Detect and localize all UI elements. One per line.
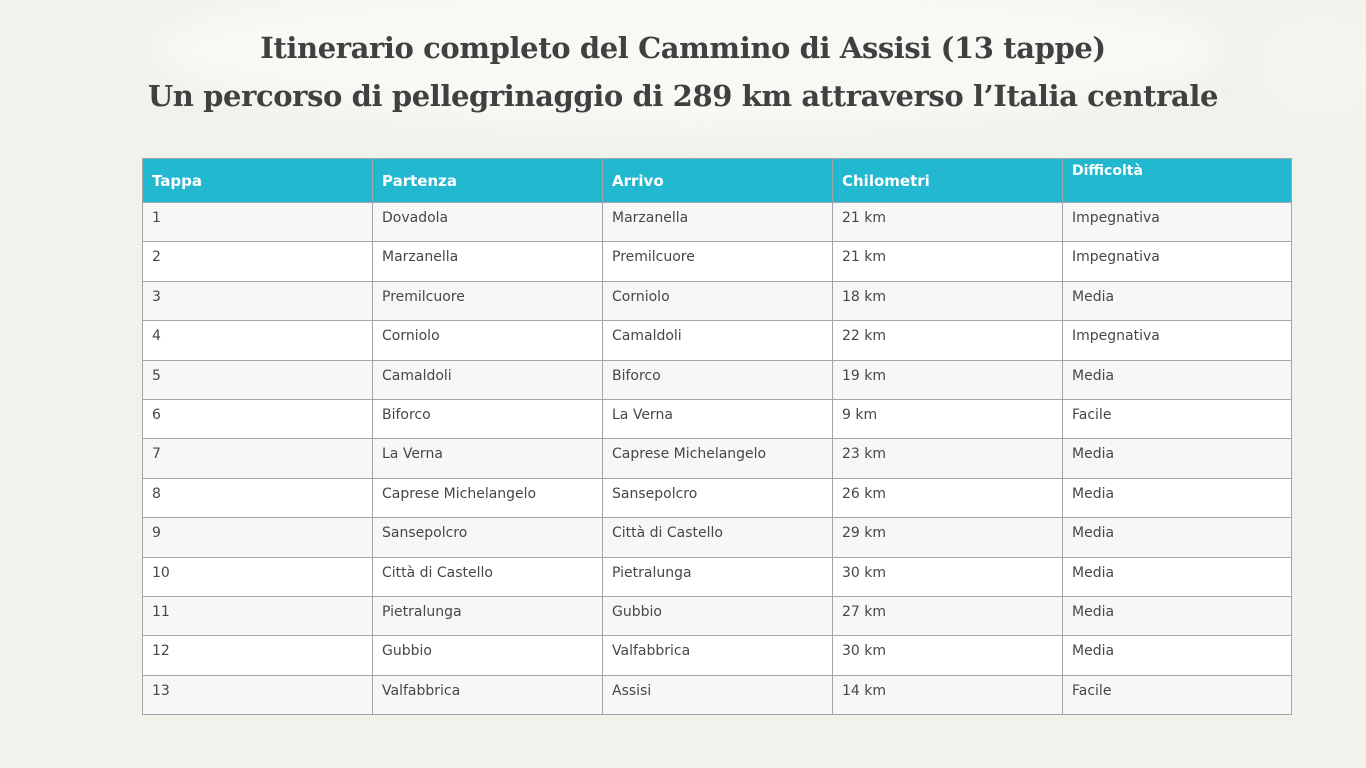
chilometri-cell: 26 km	[833, 478, 1063, 517]
tappa-cell: 5	[143, 360, 373, 399]
table-row	[143, 478, 1292, 517]
chilometri-cell: 30 km	[833, 636, 1063, 675]
difficolta-cell: Impegnativa	[1063, 321, 1292, 360]
table-row	[143, 675, 1292, 714]
arrivo-cell: Corniolo	[603, 281, 833, 320]
tappa-cell: 12	[143, 636, 373, 675]
chilometri-cell: 19 km	[833, 360, 1063, 399]
difficolta-cell: Media	[1063, 557, 1292, 596]
table-row	[143, 281, 1292, 320]
tappa-cell: 9	[143, 518, 373, 557]
chilometri-cell: 30 km	[833, 557, 1063, 596]
table-row	[143, 360, 1292, 399]
difficolta-cell: Facile	[1063, 675, 1292, 714]
difficolta-cell: Media	[1063, 478, 1292, 517]
table-row	[143, 203, 1292, 242]
table-row	[143, 439, 1292, 478]
partenza-cell: Dovadola	[373, 203, 603, 242]
tappa-cell: 13	[143, 675, 373, 714]
partenza-cell: Sansepolcro	[373, 518, 603, 557]
chilometri-cell: 29 km	[833, 518, 1063, 557]
itinerary-table	[142, 158, 1292, 715]
tappa-cell: 7	[143, 439, 373, 478]
partenza-cell: Biforco	[373, 399, 603, 438]
tappa-cell: 3	[143, 281, 373, 320]
difficolta-cell: Facile	[1063, 399, 1292, 438]
arrivo-cell: Sansepolcro	[603, 478, 833, 517]
difficolta-cell: Media	[1063, 518, 1292, 557]
partenza-cell: Camaldoli	[373, 360, 603, 399]
tappa-cell: 11	[143, 596, 373, 635]
tappa-cell: 1	[143, 203, 373, 242]
tappa-cell: 2	[143, 242, 373, 281]
partenza-cell: Corniolo	[373, 321, 603, 360]
arrivo-cell: Caprese Michelangelo	[603, 439, 833, 478]
difficolta-cell: Media	[1063, 360, 1292, 399]
arrivo-cell: Valfabbrica	[603, 636, 833, 675]
chilometri-cell: 22 km	[833, 321, 1063, 360]
table-row	[143, 242, 1292, 281]
tappa-cell: 8	[143, 478, 373, 517]
difficolta-cell: Media	[1063, 596, 1292, 635]
table-row	[143, 399, 1292, 438]
chilometri-cell: 18 km	[833, 281, 1063, 320]
table-row	[143, 636, 1292, 675]
table-row	[143, 518, 1292, 557]
difficolta-cell: Media	[1063, 281, 1292, 320]
chilometri-cell: 14 km	[833, 675, 1063, 714]
header-arrivo: Arrivo	[603, 159, 833, 203]
partenza-cell: Gubbio	[373, 636, 603, 675]
chilometri-cell: 23 km	[833, 439, 1063, 478]
arrivo-cell: Città di Castello	[603, 518, 833, 557]
tappa-cell: 4	[143, 321, 373, 360]
header-difficolta: Difficoltà	[1063, 159, 1292, 203]
partenza-cell: La Verna	[373, 439, 603, 478]
difficolta-cell: Media	[1063, 439, 1292, 478]
table-body	[143, 203, 1292, 715]
arrivo-cell: Marzanella	[603, 203, 833, 242]
arrivo-cell: Pietralunga	[603, 557, 833, 596]
title-line-1: Itinerario completo del Cammino di Assisi (13 tappe)	[260, 31, 1106, 65]
chilometri-cell: 21 km	[833, 203, 1063, 242]
tappa-cell: 6	[143, 399, 373, 438]
arrivo-cell: La Verna	[603, 399, 833, 438]
partenza-cell: Marzanella	[373, 242, 603, 281]
table-row	[143, 557, 1292, 596]
arrivo-cell: Gubbio	[603, 596, 833, 635]
partenza-cell: Città di Castello	[373, 557, 603, 596]
header-partenza: Partenza	[373, 159, 603, 203]
slide-title	[0, 24, 1366, 120]
title-line-2: Un percorso di pellegrinaggio di 289 km attraverso l’Italia centrale	[147, 79, 1219, 113]
chilometri-cell: 9 km	[833, 399, 1063, 438]
chilometri-cell: 21 km	[833, 242, 1063, 281]
partenza-cell: Caprese Michelangelo	[373, 478, 603, 517]
arrivo-cell: Camaldoli	[603, 321, 833, 360]
table-row	[143, 321, 1292, 360]
arrivo-cell: Premilcuore	[603, 242, 833, 281]
header-chilometri: Chilometri	[833, 159, 1063, 203]
difficolta-cell: Impegnativa	[1063, 242, 1292, 281]
arrivo-cell: Assisi	[603, 675, 833, 714]
partenza-cell: Pietralunga	[373, 596, 603, 635]
difficolta-cell: Impegnativa	[1063, 203, 1292, 242]
tappa-cell: 10	[143, 557, 373, 596]
table-row	[143, 596, 1292, 635]
table-header-row	[143, 159, 1292, 203]
arrivo-cell: Biforco	[603, 360, 833, 399]
chilometri-cell: 27 km	[833, 596, 1063, 635]
header-tappa: Tappa	[143, 159, 373, 203]
partenza-cell: Premilcuore	[373, 281, 603, 320]
difficolta-cell: Media	[1063, 636, 1292, 675]
partenza-cell: Valfabbrica	[373, 675, 603, 714]
